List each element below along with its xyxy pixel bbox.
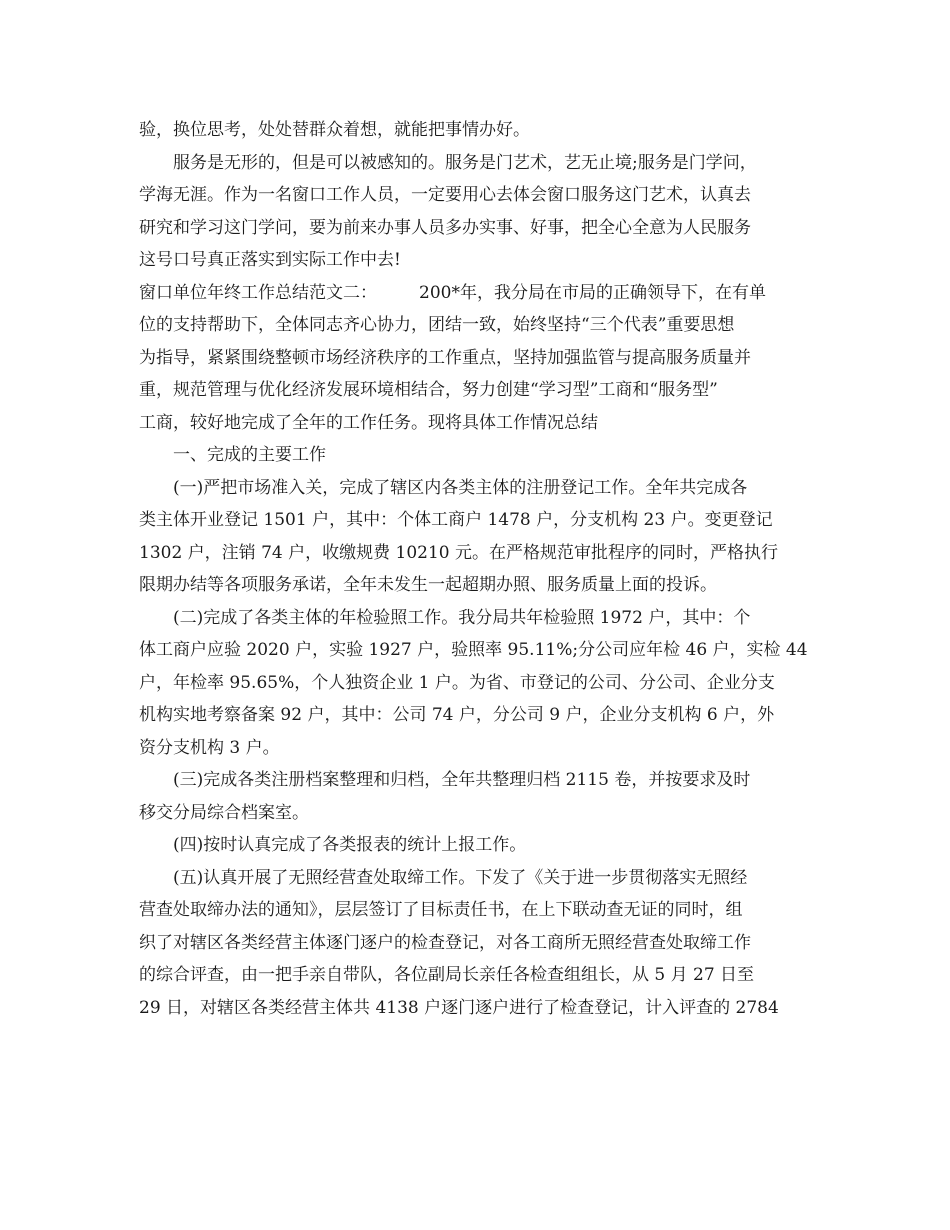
section-heading: 窗口单位年终工作总结范文二： (139, 282, 377, 303)
text-line: 营查处取缔办法的通知》，层层签订了目标责任书，在上下联动查无证的同时，组 (139, 900, 743, 920)
section-heading-line (139, 277, 819, 310)
text-line: 研究和学习这门学问，要为前来办事人员多办实事、好事，把全心全意为人民服务 (139, 217, 751, 238)
text-line: (四)按时认真完成了各类报表的统计上报工作。 (173, 835, 527, 855)
subheading-line: 一、完成的主要工作 (173, 445, 326, 465)
text-line: 这号口号真正落实到实际工作中去! (139, 250, 401, 270)
text-line: 移交分局综合档案室。 (139, 802, 309, 823)
text-line: (一)严把市场准入关，完成了辖区内各类主体的注册登记工作。全年共完成各 (173, 477, 748, 498)
text-line: 户，年检率 95.65%，个人独资企业 1 户。为省、市登记的公司、分公司、企业分支 (139, 672, 775, 693)
text-line: 类主体开业登记 1501 户，其中：个体工商户 1478 户，分支机构 23 户。变更登记 (139, 510, 773, 530)
text-line: (三)完成各类注册档案整理和归档，全年共整理归档 2115 卷，并按要求及时 (173, 770, 751, 790)
text-line: 重，规范管理与优化经济发展环境相结合，努力创建“学习型”工商和“服务型” (139, 380, 718, 400)
text-line: 位的支持帮助下，全体同志齐心协力，团结一致，始终坚持“三个代表”重要思想 (139, 315, 735, 335)
text-line: 29 日，对辖区各类经营主体共 4138 户逐门逐户进行了检查登记，计入评查的 2784 (139, 997, 779, 1018)
text-line: 验，换位思考，处处替群众着想，就能把事情办好。 (139, 120, 530, 140)
text-line: 学海无涯。作为一名窗口工作人员，一定要用心去体会窗口服务这门艺术，认真去 (139, 185, 751, 205)
text-line: 的综合评查，由一把手亲自带队，各位副局长亲任各检查组组长，从 5 月 27 日至 (139, 965, 755, 985)
text-line: 工商，较好地完成了全年的工作任务。现将具体工作情况总结 (139, 412, 598, 433)
text-line: 服务是无形的，但是可以被感知的。服务是门艺术，艺无止境;服务是门学问， (173, 152, 757, 173)
text-line: (五)认真开展了无照经营查处取缔工作。下发了《关于进一步贯彻落实无照经 (173, 867, 748, 888)
section-intro-text: 200*年，我分局在市局的正确领导下，在有单 (419, 282, 766, 303)
text-line: 织了对辖区各类经营主体逐门逐户的检查登记，对各工商所无照经营查处取缔工作 (139, 932, 751, 953)
text-line: 体工商户应验 2020 户，实验 1927 户，验照率 95.11%;分公司应年检 46 户，实检 44 (139, 640, 808, 660)
text-line: 机构实地考察备案 92 户，其中：公司 74 户，分公司 9 户，企业分支机构 6 户，外 (139, 705, 775, 725)
text-line: 1302 户，注销 74 户，收缴规费 10210 元。在严格规范审批程序的同时，严格执行 (139, 542, 778, 563)
text-line: 限期办结等各项服务承诺，全年未发生一起超期办照、服务质量上面的投诉。 (139, 575, 717, 595)
text-line: 为指导，紧紧围绕整顿市场经济秩序的工作重点，坚持加强监管与提高服务质量并 (139, 347, 751, 368)
text-line: 资分支机构 3 户。 (139, 737, 280, 758)
document-body (139, 114, 819, 1024)
text-line: (二)完成了各类主体的年检验照工作。我分局共年检验照 1972 户，其中：个 (173, 607, 751, 628)
